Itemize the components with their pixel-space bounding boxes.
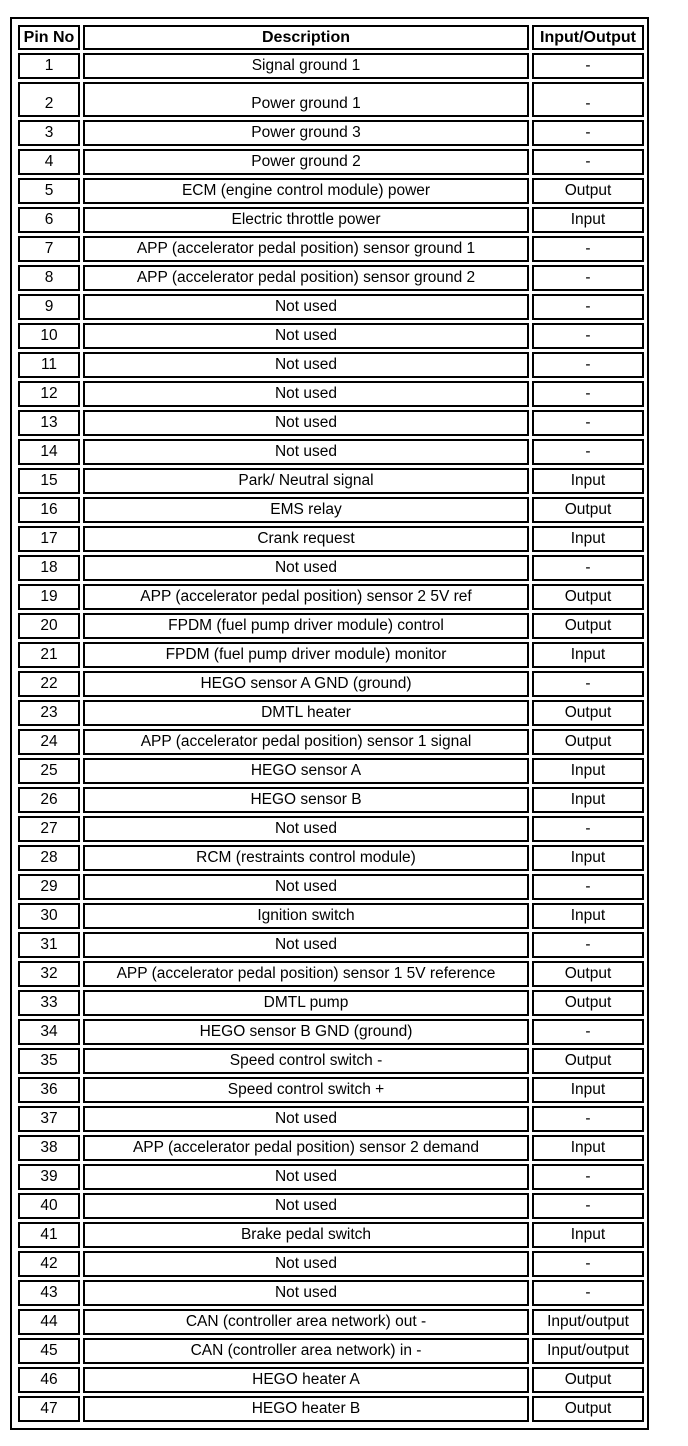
table-row	[18, 758, 644, 784]
table-row	[18, 1251, 644, 1277]
pin-number-cell: 9	[18, 294, 80, 320]
description-cell: APP (accelerator pedal position) sensor ground 2	[83, 265, 529, 291]
pin-number-cell: 17	[18, 526, 80, 552]
pin-number-cell: 25	[18, 758, 80, 784]
pin-number-cell: 1	[18, 53, 80, 79]
pin-number-cell: 30	[18, 903, 80, 929]
description-cell: APP (accelerator pedal position) sensor 1 5V reference	[83, 961, 529, 987]
description-cell: Not used	[83, 1280, 529, 1306]
pin-number-cell: 32	[18, 961, 80, 987]
description-cell: Not used	[83, 352, 529, 378]
input-output-cell: -	[532, 294, 644, 320]
table-header-row	[18, 25, 644, 50]
pin-number-cell: 41	[18, 1222, 80, 1248]
input-output-cell: -	[532, 1019, 644, 1045]
input-output-cell: Output	[532, 1367, 644, 1393]
table-row	[18, 82, 644, 117]
input-output-cell: Input	[532, 526, 644, 552]
description-cell: Electric throttle power	[83, 207, 529, 233]
input-output-cell: -	[532, 671, 644, 697]
description-cell: Crank request	[83, 526, 529, 552]
description-cell: RCM (restraints control module)	[83, 845, 529, 871]
pin-number-cell: 28	[18, 845, 80, 871]
table-row	[18, 53, 644, 79]
pin-number-cell: 45	[18, 1338, 80, 1364]
table-row	[18, 903, 644, 929]
pin-number-cell: 39	[18, 1164, 80, 1190]
input-output-cell: -	[532, 874, 644, 900]
table-row	[18, 265, 644, 291]
input-output-cell: Output	[532, 613, 644, 639]
description-cell: HEGO heater A	[83, 1367, 529, 1393]
description-cell: Speed control switch -	[83, 1048, 529, 1074]
table-row	[18, 874, 644, 900]
input-output-cell: -	[532, 1106, 644, 1132]
description-cell: Not used	[83, 410, 529, 436]
pin-number-cell: 35	[18, 1048, 80, 1074]
table-row	[18, 584, 644, 610]
description-cell: Not used	[83, 816, 529, 842]
input-output-cell: Output	[532, 1396, 644, 1422]
input-output-cell: -	[532, 82, 644, 117]
description-cell: Not used	[83, 323, 529, 349]
table-row	[18, 700, 644, 726]
table-row	[18, 207, 644, 233]
pin-number-cell: 6	[18, 207, 80, 233]
table-row	[18, 1309, 644, 1335]
table-row	[18, 729, 644, 755]
description-cell: HEGO sensor B	[83, 787, 529, 813]
input-output-cell: Output	[532, 729, 644, 755]
table-row	[18, 236, 644, 262]
table-row	[18, 1367, 644, 1393]
table-body	[18, 53, 644, 1422]
input-output-cell: Input	[532, 468, 644, 494]
table-row	[18, 497, 644, 523]
input-output-cell: -	[532, 323, 644, 349]
pinout-table-frame	[10, 17, 649, 1430]
table-row	[18, 1338, 644, 1364]
description-cell: Not used	[83, 439, 529, 465]
table-row	[18, 1019, 644, 1045]
table-row	[18, 1048, 644, 1074]
input-output-cell: Output	[532, 497, 644, 523]
description-cell: Not used	[83, 1106, 529, 1132]
description-cell: Not used	[83, 1164, 529, 1190]
table-row	[18, 410, 644, 436]
pin-number-cell: 8	[18, 265, 80, 291]
description-cell: APP (accelerator pedal position) sensor 2 demand	[83, 1135, 529, 1161]
description-cell: Not used	[83, 932, 529, 958]
pin-number-cell: 23	[18, 700, 80, 726]
pin-number-cell: 40	[18, 1193, 80, 1219]
table-row	[18, 1193, 644, 1219]
pin-number-cell: 5	[18, 178, 80, 204]
pin-number-cell: 13	[18, 410, 80, 436]
table-row	[18, 816, 644, 842]
description-cell: EMS relay	[83, 497, 529, 523]
description-cell: APP (accelerator pedal position) sensor ground 1	[83, 236, 529, 262]
input-output-cell: Input/output	[532, 1309, 644, 1335]
table-row	[18, 352, 644, 378]
header-pin-no: Pin No	[18, 25, 80, 50]
table-row	[18, 961, 644, 987]
table-row	[18, 1077, 644, 1103]
pin-number-cell: 34	[18, 1019, 80, 1045]
pin-number-cell: 15	[18, 468, 80, 494]
input-output-cell: -	[532, 381, 644, 407]
table-row	[18, 526, 644, 552]
description-cell: APP (accelerator pedal position) sensor 2 5V ref	[83, 584, 529, 610]
input-output-cell: -	[532, 410, 644, 436]
input-output-cell: Input/output	[532, 1338, 644, 1364]
description-cell: Park/ Neutral signal	[83, 468, 529, 494]
pin-number-cell: 22	[18, 671, 80, 697]
description-cell: FPDM (fuel pump driver module) monitor	[83, 642, 529, 668]
description-cell: Ignition switch	[83, 903, 529, 929]
input-output-cell: -	[532, 1251, 644, 1277]
table-row	[18, 1135, 644, 1161]
table-row	[18, 120, 644, 146]
pin-number-cell: 47	[18, 1396, 80, 1422]
pin-number-cell: 31	[18, 932, 80, 958]
pin-number-cell: 46	[18, 1367, 80, 1393]
input-output-cell: Input	[532, 758, 644, 784]
table-row	[18, 1106, 644, 1132]
description-cell: Not used	[83, 874, 529, 900]
pin-number-cell: 2	[18, 82, 80, 117]
description-cell: Not used	[83, 294, 529, 320]
input-output-cell: Input	[532, 642, 644, 668]
description-cell: Power ground 3	[83, 120, 529, 146]
description-cell: Not used	[83, 381, 529, 407]
pin-number-cell: 21	[18, 642, 80, 668]
description-cell: ECM (engine control module) power	[83, 178, 529, 204]
description-cell: APP (accelerator pedal position) sensor 1 signal	[83, 729, 529, 755]
table-row	[18, 990, 644, 1016]
input-output-cell: -	[532, 816, 644, 842]
table-row	[18, 1222, 644, 1248]
header-input-output: Input/Output	[532, 25, 644, 50]
pinout-table	[15, 22, 647, 1425]
description-cell: Brake pedal switch	[83, 1222, 529, 1248]
pin-number-cell: 43	[18, 1280, 80, 1306]
table-row	[18, 845, 644, 871]
input-output-cell: -	[532, 555, 644, 581]
description-cell: FPDM (fuel pump driver module) control	[83, 613, 529, 639]
input-output-cell: Input	[532, 903, 644, 929]
pin-number-cell: 4	[18, 149, 80, 175]
table-row	[18, 787, 644, 813]
table-row	[18, 323, 644, 349]
table-row	[18, 178, 644, 204]
input-output-cell: -	[532, 439, 644, 465]
description-cell: HEGO sensor A	[83, 758, 529, 784]
input-output-cell: -	[532, 265, 644, 291]
table-row	[18, 468, 644, 494]
table-row	[18, 149, 644, 175]
input-output-cell: Output	[532, 990, 644, 1016]
pin-number-cell: 44	[18, 1309, 80, 1335]
pin-number-cell: 33	[18, 990, 80, 1016]
pin-number-cell: 36	[18, 1077, 80, 1103]
input-output-cell: Input	[532, 207, 644, 233]
description-cell: Not used	[83, 555, 529, 581]
pin-number-cell: 38	[18, 1135, 80, 1161]
input-output-cell: -	[532, 1193, 644, 1219]
input-output-cell: -	[532, 236, 644, 262]
description-cell: Speed control switch +	[83, 1077, 529, 1103]
pin-number-cell: 14	[18, 439, 80, 465]
input-output-cell: Output	[532, 1048, 644, 1074]
input-output-cell: Output	[532, 584, 644, 610]
pin-number-cell: 37	[18, 1106, 80, 1132]
table-row	[18, 1164, 644, 1190]
description-cell: Not used	[83, 1193, 529, 1219]
description-cell: Power ground 2	[83, 149, 529, 175]
table-row	[18, 1280, 644, 1306]
description-cell: CAN (controller area network) in -	[83, 1338, 529, 1364]
pin-number-cell: 27	[18, 816, 80, 842]
description-cell: HEGO sensor A GND (ground)	[83, 671, 529, 697]
table-row	[18, 1396, 644, 1422]
input-output-cell: -	[532, 120, 644, 146]
pin-number-cell: 18	[18, 555, 80, 581]
pin-number-cell: 10	[18, 323, 80, 349]
table-row	[18, 642, 644, 668]
description-cell: HEGO heater B	[83, 1396, 529, 1422]
pin-number-cell: 7	[18, 236, 80, 262]
input-output-cell: -	[532, 149, 644, 175]
input-output-cell: -	[532, 1164, 644, 1190]
input-output-cell: Input	[532, 1222, 644, 1248]
pin-number-cell: 29	[18, 874, 80, 900]
pin-number-cell: 12	[18, 381, 80, 407]
pin-number-cell: 20	[18, 613, 80, 639]
input-output-cell: Input	[532, 1077, 644, 1103]
description-cell: Signal ground 1	[83, 53, 529, 79]
table-row	[18, 555, 644, 581]
pin-number-cell: 24	[18, 729, 80, 755]
pin-number-cell: 16	[18, 497, 80, 523]
input-output-cell: Input	[532, 787, 644, 813]
table-row	[18, 932, 644, 958]
description-cell: CAN (controller area network) out -	[83, 1309, 529, 1335]
pin-number-cell: 19	[18, 584, 80, 610]
description-cell: Not used	[83, 1251, 529, 1277]
header-description: Description	[83, 25, 529, 50]
input-output-cell: Input	[532, 1135, 644, 1161]
description-cell: DMTL pump	[83, 990, 529, 1016]
description-cell: Power ground 1	[83, 82, 529, 117]
input-output-cell: -	[532, 932, 644, 958]
input-output-cell: Output	[532, 700, 644, 726]
input-output-cell: -	[532, 53, 644, 79]
pin-number-cell: 11	[18, 352, 80, 378]
table-row	[18, 671, 644, 697]
description-cell: DMTL heater	[83, 700, 529, 726]
input-output-cell: -	[532, 1280, 644, 1306]
input-output-cell: Output	[532, 961, 644, 987]
pin-number-cell: 42	[18, 1251, 80, 1277]
description-cell: HEGO sensor B GND (ground)	[83, 1019, 529, 1045]
pin-number-cell: 26	[18, 787, 80, 813]
input-output-cell: Output	[532, 178, 644, 204]
input-output-cell: Input	[532, 845, 644, 871]
table-row	[18, 613, 644, 639]
input-output-cell: -	[532, 352, 644, 378]
table-row	[18, 381, 644, 407]
table-row	[18, 294, 644, 320]
pin-number-cell: 3	[18, 120, 80, 146]
table-row	[18, 439, 644, 465]
